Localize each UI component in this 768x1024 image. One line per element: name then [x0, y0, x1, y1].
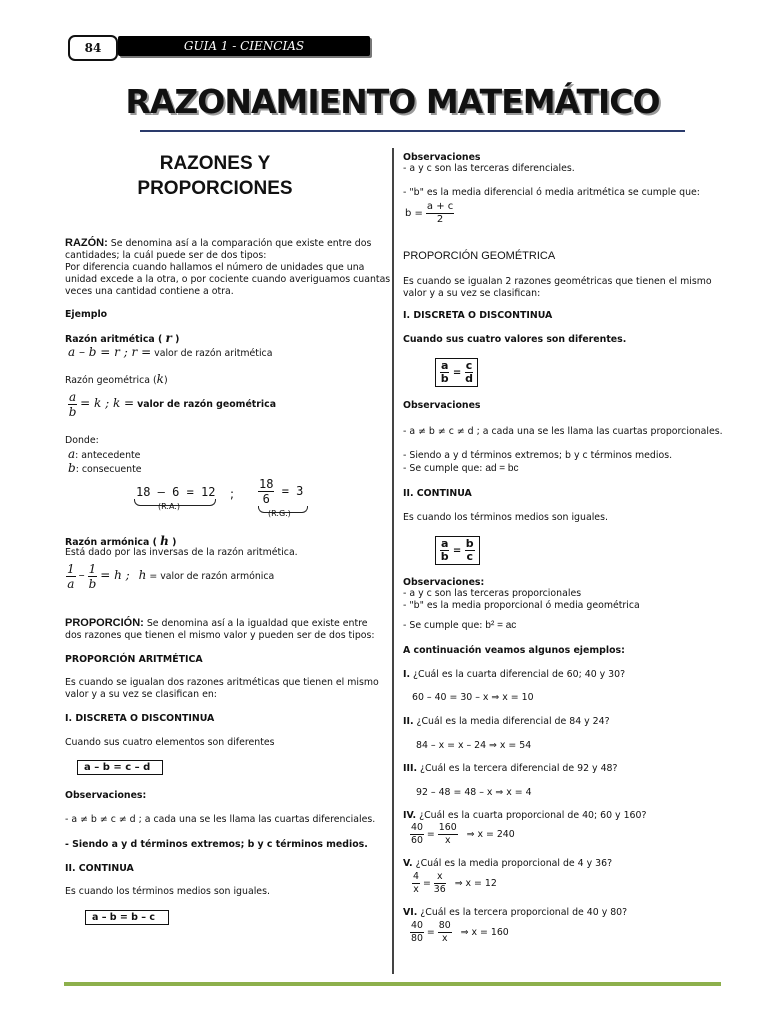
right-obs3-line2: - "b" es la media proporcional ó media geométrica [403, 600, 640, 611]
q5-num: V. [403, 858, 413, 869]
a5-frac1 [412, 871, 420, 896]
a6-frac1 [410, 920, 424, 945]
right-cont-desc: Es cuando los términos medios son iguales. [403, 512, 608, 523]
q5-line [403, 858, 612, 870]
geo-formula-line [68, 390, 276, 419]
example-ra: 18 – 6 = 12 [136, 485, 216, 499]
prop-label: PROPORCIÓN: [65, 617, 144, 629]
a6-n2: 80 [438, 920, 451, 931]
arm-frac1 [66, 562, 76, 591]
razon-paragraph [65, 237, 371, 250]
a4-d1: 60 [411, 835, 423, 846]
arm-var: h [160, 534, 169, 548]
a5-n1: 4 [413, 871, 419, 882]
razon-line5: veces una cantidad contiene a otra. [65, 286, 234, 297]
right-cont-box [435, 536, 480, 565]
right-obs-line2: - "b" es la media diferencial ó media aritmética se cumple que: [403, 187, 700, 198]
pa-line1: Es cuando se igualan dos razones aritméticas que tienen el mismo [65, 677, 379, 688]
obs3-eq: b² = ac [485, 620, 517, 631]
a5-n2: x [434, 871, 446, 884]
obs3-cumple: - Se cumple que: [403, 620, 483, 631]
arm-formula-line [66, 562, 274, 591]
razon-line2: cantidades; la cuál puede ser de dos tipos: [65, 250, 267, 261]
prop-paragraph [65, 617, 368, 630]
arm-n1: 1 [67, 562, 75, 576]
razon-line1: Se denomina así a la comparación que existe entre dos [110, 238, 372, 249]
right-obs-line1: - a y c son las terceras diferenciales. [403, 163, 575, 174]
box2-n2: b [465, 537, 474, 550]
q1-text: ¿Cuál es la cuarta diferencial de 60; 40 y 30? [413, 669, 626, 680]
box1-frac2 [465, 360, 474, 385]
pa-line2: valor y a su vez se clasifican en: [65, 689, 217, 700]
box2-d1: b [440, 550, 449, 563]
q2-num: II. [403, 716, 414, 727]
q6-text: ¿Cuál es la tercera proporcional de 40 y 80? [420, 907, 628, 918]
box2-d2: c [466, 550, 473, 563]
a5-eq: = [422, 878, 431, 889]
q4-text: ¿Cuál es la cuarta proporcional de 40; 60 y 160? [419, 810, 647, 821]
ant-var: a [68, 447, 76, 461]
a4-n2: 160 [438, 822, 457, 833]
arit-close: ) [175, 334, 180, 345]
pg-line2: valor y a su vez se clasifican: [403, 288, 541, 299]
donde-label: Donde: [65, 435, 99, 446]
a6-line [410, 920, 509, 945]
right-disc-heading: I. DISCRETA O DISCONTINUA [403, 310, 553, 321]
rg-num: 18 [259, 477, 274, 491]
rg-den: 6 [262, 492, 270, 506]
arit-heading [65, 332, 179, 346]
a5-frac2 [434, 871, 446, 896]
geo-var: k [156, 372, 164, 386]
q4-line [403, 810, 646, 822]
right-obs2-heading: Observaciones [403, 400, 481, 411]
box1-d1: b [440, 372, 449, 385]
razon-line3: Por diferencia cuando hallamos el número de unidades que una [65, 262, 365, 273]
a4-n1: 40 [411, 822, 423, 833]
q6-line [403, 907, 627, 919]
media-arit-formula [405, 201, 454, 226]
q2-text: ¿Cuál es la media diferencial de 84 y 24? [416, 716, 610, 727]
arit-var: r [165, 331, 172, 345]
right-cont-heading: II. CONTINUA [403, 488, 472, 499]
arm-h2: h [138, 568, 147, 582]
right-obs2-line2: - Siendo a y d términos extremos; b y c términos medios. [403, 450, 673, 461]
arit-desc: valor de razón aritmética [154, 348, 273, 359]
left-cont-box: a – b = b – c [85, 910, 169, 925]
a4-result: ⇒ x = 240 [466, 829, 515, 840]
left-cont-heading: II. CONTINUA [65, 863, 134, 874]
box1-d2: d [465, 372, 473, 385]
box2-n1: a [441, 537, 449, 550]
left-disc-desc: Cuando sus cuatro elementos son diferentes [65, 737, 275, 748]
ejemplo-label: Ejemplo [65, 309, 108, 320]
example-rg [258, 477, 303, 506]
a6-eq: = [426, 927, 435, 938]
q3-num: III. [403, 763, 418, 774]
a5-d1: x [413, 884, 419, 895]
pg-heading [403, 250, 555, 263]
right-disc-box [435, 358, 478, 387]
q1-line [403, 669, 625, 681]
cons-desc: : consecuente [75, 464, 142, 475]
razon-label: RAZÓN: [65, 237, 108, 249]
box1-frac1 [440, 360, 449, 385]
a5-d2: 36 [433, 884, 446, 895]
box2-frac2 [465, 538, 475, 563]
pg-line1: Es cuando se igualan 2 razones geométricas que tienen el mismo [403, 276, 712, 287]
obs2-cumple: - Se cumple que: [403, 463, 483, 474]
box1-n2: c [465, 359, 473, 372]
arm-n2: 1 [88, 562, 97, 576]
a6-d1: 80 [411, 933, 423, 944]
arm-label: Razón armónica ( [65, 537, 157, 548]
arm-minus: – [78, 568, 85, 582]
column-divider [392, 148, 394, 974]
q5-text: ¿Cuál es la media proporcional de 4 y 36? [415, 858, 613, 869]
razon-line4: unidad excede a la otra, o por cociente cuando averiguamos cuantas [65, 274, 391, 285]
left-obs1: - a ≠ b ≠ c ≠ d ; a cada una se les llama las cuartas diferenciales. [65, 814, 376, 825]
arit-formula: a – b = r ; r = [68, 345, 152, 359]
pg-title: PROPORCIÓN GEOMÉTRICA [403, 250, 556, 262]
a4-frac2 [438, 822, 458, 847]
a5-line [412, 871, 497, 896]
a5-result: ⇒ x = 12 [454, 878, 497, 889]
a6-result: ⇒ x = 160 [460, 927, 509, 938]
geo-den: b [68, 405, 77, 419]
a2-line: 84 – x = x – 24 ⇒ x = 54 [416, 740, 532, 751]
guide-banner: GUIA 1 - CIENCIAS [118, 36, 370, 56]
ant-desc: : antecedente [75, 450, 141, 461]
q3-line [403, 763, 617, 775]
box2-eq: = [452, 545, 462, 557]
examples-heading: A continuación veamos algunos ejemplos: [403, 645, 625, 656]
prop-line1: Se denomina así a la igualdad que existe entre [146, 618, 368, 629]
prop-line2: dos razones que tienen el mismo valor y pueden ser de dos tipos: [65, 630, 375, 641]
right-obs3-heading: Observaciones: [403, 577, 485, 588]
arm-d2: b [88, 577, 97, 591]
q1-num: I. [403, 669, 411, 680]
geo-desc: valor de razón geométrica [137, 399, 277, 410]
arm-frac2 [88, 562, 98, 591]
geo-fraction [68, 390, 77, 419]
example-rg-tag: (R.G.) [268, 509, 291, 518]
rg-fraction [258, 477, 274, 506]
section-title-line1: RAZONES Y [159, 153, 271, 174]
b-den: 2 [436, 214, 444, 225]
left-disc-box: a – b = c – d [77, 760, 163, 775]
geo-eq: = k ; k = [80, 396, 135, 410]
a4-frac1 [410, 822, 424, 847]
footer-rule [64, 982, 721, 986]
box1-n1: a [441, 359, 449, 372]
a6-d2: x [441, 933, 448, 944]
page-number: 84 [68, 35, 118, 61]
consecuente-line [68, 462, 142, 476]
arm-close: ) [172, 537, 177, 548]
geo-close: ) [163, 375, 168, 386]
a6-n1: 40 [411, 920, 423, 931]
right-obs-heading: Observaciones [403, 152, 481, 163]
right-disc-desc: Cuando sus cuatro valores son diferentes. [403, 334, 627, 345]
rg-eq: = 3 [281, 484, 304, 498]
arit-formula-line [68, 346, 272, 360]
box1-eq: = [452, 367, 462, 379]
q2-line [403, 716, 610, 728]
example-semicolon: ; [230, 487, 235, 501]
a1-line: 60 – 40 = 30 – x ⇒ x = 10 [412, 692, 534, 703]
q6-num: VI. [403, 907, 418, 918]
right-obs2-line1: - a ≠ b ≠ c ≠ d ; a cada una se les llama las cuartas proporcionales. [403, 426, 723, 437]
page-title: RAZONAMIENTO MATEMÁTICO [125, 82, 660, 121]
a4-eq: = [426, 829, 435, 840]
q3-text: ¿Cuál es la tercera diferencial de 92 y 48? [420, 763, 618, 774]
arm-d1: a [67, 577, 75, 591]
arm-desc: Está dado por las inversas de la razón aritmética. [65, 547, 298, 558]
title-rule [140, 130, 685, 132]
left-disc-heading: I. DISCRETA O DISCONTINUA [65, 713, 215, 724]
arm-eq: = h ; [100, 568, 130, 582]
left-obs-heading: Observaciones: [65, 790, 147, 801]
b-fraction [426, 201, 454, 226]
right-obs3-line1: - a y c son las terceras proporcionales [403, 588, 582, 599]
geo-label: Razón geométrica ( [65, 375, 157, 386]
b-num: a + c [426, 201, 454, 212]
geo-heading [65, 373, 168, 387]
a4-line [410, 822, 515, 847]
a4-d2: x [444, 835, 451, 846]
cons-var: b [68, 461, 76, 475]
arm-val: = valor de razón armónica [149, 571, 275, 582]
b-eq: b = [405, 208, 423, 219]
example-ra-tag: (R.A.) [158, 502, 180, 511]
a3-line: 92 – 48 = 48 – x ⇒ x = 4 [416, 787, 532, 798]
prop-arit-heading: PROPORCIÓN ARITMÉTICA [65, 654, 203, 665]
q4-num: IV. [403, 810, 417, 821]
obs2-eq: ad = bc [485, 463, 519, 474]
right-obs3-line3 [403, 620, 516, 632]
antecedente-line [68, 448, 140, 462]
left-cont-desc: Es cuando los términos medios son iguales. [65, 886, 270, 897]
right-obs2-line3 [403, 463, 519, 475]
arit-label: Razón aritmética ( [65, 334, 163, 345]
box2-frac1 [440, 538, 449, 563]
section-title-line2: PROPORCIONES [137, 178, 293, 199]
left-obs2: - Siendo a y d términos extremos; b y c términos medios. [65, 839, 368, 850]
geo-num: a [69, 390, 77, 404]
a6-frac2 [438, 920, 452, 945]
